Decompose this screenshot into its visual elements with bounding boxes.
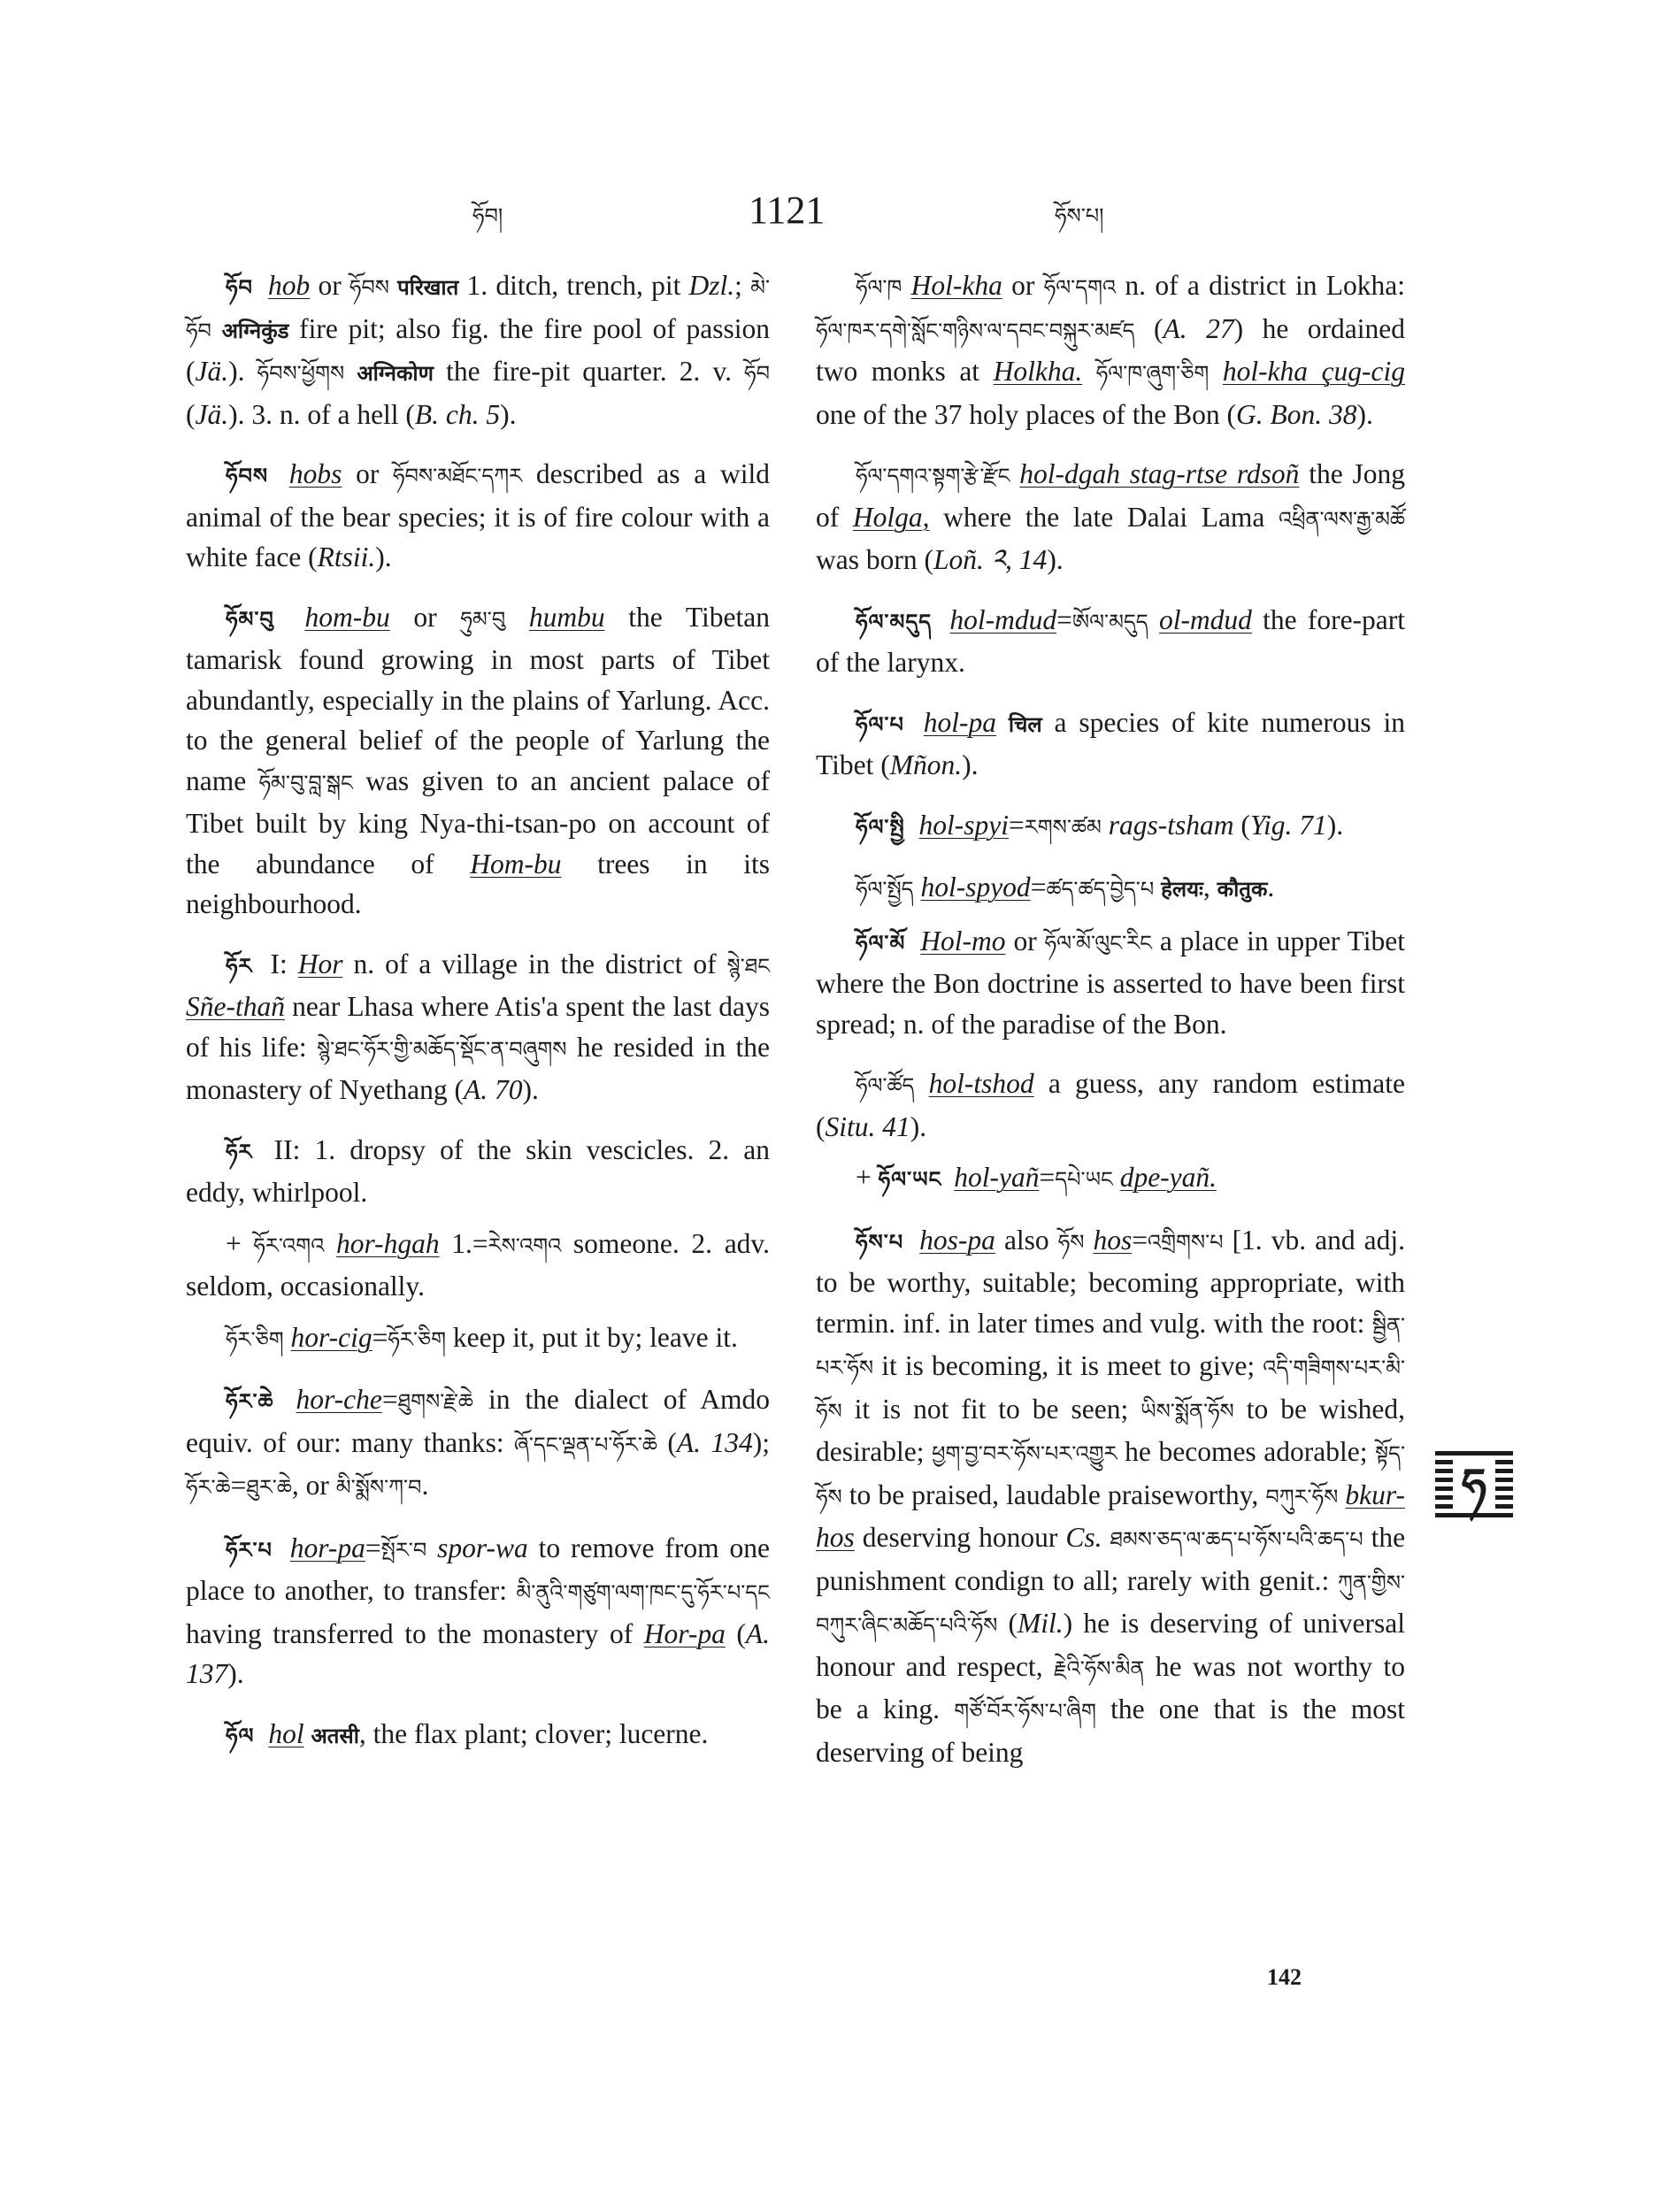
headword: ཧོལ	[226, 1723, 255, 1748]
headword: ཧོར	[226, 1139, 253, 1164]
tibetan-text: གཙོ་བོར་ཧོས་པ་ཞིག	[954, 1699, 1096, 1724]
entry-hor-hgah	[186, 1224, 770, 1307]
definition: =	[1132, 1224, 1148, 1256]
definition: ). 3. n. of a hell (	[228, 398, 415, 430]
transliteration: hor-cig	[290, 1321, 373, 1353]
transliteration: humbu	[528, 601, 605, 633]
entry-hol	[186, 1714, 770, 1757]
tibetan-text: ཕྱག་བྱ་བར་ཧོས་པར་འགྱུར	[932, 1441, 1118, 1466]
sense-number: I:	[270, 948, 288, 979]
definition: , the flax plant; clover; lucerne.	[358, 1717, 709, 1749]
tibetan-text: རེས་འགའ	[488, 1233, 562, 1258]
tibetan-text: ཧོལ་དགའ་སྟག་རྩེ་རྫོང	[856, 464, 1010, 488]
tibetan-text: སྙེ་ཐང	[726, 953, 771, 979]
tibetan-text: སྤོར་བ	[380, 1537, 427, 1563]
definition: one of the 37 holy places of the Bon (	[816, 398, 1237, 430]
transliteration: hor-pa	[289, 1532, 365, 1563]
definition: , or	[291, 1470, 329, 1501]
tibetan-text: སྟོད་ཧོས	[816, 1441, 1406, 1509]
tibetan-text: ཧོལ་ཚོད	[856, 1073, 915, 1098]
connector: or	[1013, 925, 1037, 956]
definition: ) he ordained two monks at	[816, 312, 1405, 387]
definition: =	[1056, 603, 1072, 635]
tibetan-text: ཧོར་ཆེ	[186, 1475, 231, 1500]
transliteration: Hor-pa	[643, 1617, 726, 1649]
definition: ).	[1047, 544, 1064, 575]
transliteration: hol-kha çug-cig	[1222, 356, 1406, 387]
transliteration: hol-mdud	[949, 603, 1057, 635]
tibetan-text: ཧོབ	[744, 361, 771, 386]
definition: =	[1039, 1162, 1056, 1193]
definition: =	[1009, 809, 1025, 841]
citation: Jä.	[195, 398, 229, 430]
transliteration: hol-spyod	[920, 872, 1031, 902]
definition: a species of kite numerous in Tibet (	[816, 706, 1405, 780]
transliteration: Hor	[297, 948, 343, 979]
definition: ).	[375, 541, 392, 572]
headword: ཧོམ་བུ	[226, 606, 274, 632]
left-column	[186, 265, 770, 1776]
tibetan-text: ཧོལ་སྤྱོད	[856, 877, 914, 902]
definition: ).	[910, 1110, 927, 1142]
headword: ཧོར་ཆེ	[226, 1389, 274, 1414]
transliteration: hol-yañ	[954, 1162, 1040, 1193]
headword: ཧོལ་པ	[856, 711, 904, 737]
transliteration: hol-tshod	[928, 1068, 1034, 1099]
transliteration: Hom-bu	[470, 848, 562, 879]
headword: ཧོབས	[226, 464, 269, 488]
transliteration: spor-wa	[437, 1532, 528, 1563]
transliteration: hol	[268, 1717, 304, 1749]
connector: or	[356, 458, 380, 489]
header-left-headword: ཧོབ།	[472, 204, 503, 228]
tibetan-text: སྙེ་ཐང་ཧོར་གྱི་མཆོད་སྡོང་ན་བཞུགས	[317, 1036, 567, 1062]
definition: a place in upper Tibet where the Bon doctrine is asserted to have been first spread; n. of the paradise of the Bon.	[816, 925, 1406, 1040]
entry-hor-che	[186, 1379, 770, 1509]
citation: Rtsii.	[317, 541, 376, 572]
definition: trees in its neighbourhood.	[186, 848, 771, 919]
definition: ).	[1356, 398, 1373, 430]
definition: near Lhasa where Atis'a spent the last days of his life:	[186, 991, 770, 1063]
definition: it is becoming, it is meet to give;	[881, 1350, 1256, 1381]
definition: (	[1008, 1608, 1018, 1639]
definition: (	[667, 1426, 677, 1458]
citation: Jä.	[195, 356, 229, 387]
tibetan-text: ཞོ་དང་ལྡན་པ་ཧོར་ཆེ	[514, 1432, 657, 1457]
definition: he resided in the monastery of Nyethang (	[186, 1031, 770, 1105]
headword: ཧོར	[226, 953, 253, 979]
definition: ) he is deserving of universal honour and respect,	[816, 1608, 1405, 1682]
citation: Situ. 41	[825, 1110, 910, 1142]
headword: ཧོལ་སྤྱི	[856, 814, 905, 840]
definition: (	[1154, 312, 1164, 344]
addition-mark: +	[226, 1227, 242, 1259]
definition: 1. dropsy of the skin vescicles. 2. an eddy, whirlpool.	[186, 1133, 770, 1208]
tibetan-text: མི་ནུའི་གཙུག་ལག་ཁང་དུ་ཧོར་པ་དང	[516, 1580, 770, 1605]
tibetan-text: འདི་གཟིགས་པར་མི་ཧོས	[816, 1356, 1406, 1424]
definition: =	[365, 1532, 381, 1563]
definition: the Jong of	[816, 458, 1406, 533]
signature-number: 142	[1267, 1964, 1302, 1990]
definition: the one that is the most deserving of being	[816, 1694, 1406, 1768]
entry-hom-bu	[186, 597, 770, 925]
running-header	[0, 188, 1659, 246]
entry-hos-pa	[816, 1220, 1405, 1773]
tibetan-text: འཕྲིན་ལས་རྒྱ་མཚོ	[1279, 506, 1406, 532]
entry-hob	[186, 265, 770, 434]
tibetan-text: ཡིས་སྨོན་ཧོས	[1141, 1398, 1234, 1424]
definition: =	[230, 1470, 247, 1501]
transliteration: dpe-yañ.	[1119, 1162, 1217, 1193]
tibetan-text: ཧོར་ཅིག	[388, 1326, 447, 1352]
transliteration: bkur-hos	[816, 1479, 1405, 1553]
transliteration: hol-spyi	[918, 809, 1010, 841]
tibetan-text: ཧོལ་ཁ	[856, 275, 902, 300]
tibetan-text: ཐུགས་རྗེ་ཆེ	[397, 1389, 473, 1414]
definition: ).	[1326, 809, 1344, 841]
tibetan-text: ཧོས	[1057, 1229, 1085, 1255]
sanskrit-text: कौतुक	[1217, 877, 1268, 902]
definition: ).	[227, 1658, 244, 1689]
definition: ).	[228, 356, 245, 387]
tibetan-text: ཧོབས་མཐོང་དཀར	[393, 464, 523, 488]
sanskrit-text: अग्निकोण	[357, 361, 434, 386]
tibetan-text: བཀུར་ཧོས	[1265, 1484, 1339, 1509]
tibetan-text: ཚད་ཚད་བྱེད་པ	[1046, 877, 1155, 902]
definition: =	[372, 1321, 388, 1353]
transliteration: hor-hgah	[335, 1227, 440, 1259]
tibetan-text: ཧོལ་ཁ་ཞུག་ཅིག	[1095, 361, 1210, 386]
definition: he was not worthy to be a king.	[816, 1650, 1406, 1724]
tibetan-text: ཨོལ་མདུད	[1071, 609, 1148, 634]
transliteration: hol-dgah stag-rtse rdsoñ	[1019, 458, 1300, 489]
definition: ).	[522, 1074, 539, 1105]
entry-hor-1	[186, 944, 770, 1110]
definition: =	[1030, 872, 1047, 902]
definition: ).	[500, 398, 517, 430]
definition: also	[1003, 1224, 1049, 1256]
sanskrit-text: अग्निकुंड	[221, 318, 289, 343]
definition: (	[186, 398, 196, 430]
tibetan-text: རྗེའི་ཧོས་མིན	[1053, 1655, 1145, 1681]
citation: A. 27	[1163, 312, 1234, 344]
definition: .	[1267, 872, 1275, 902]
entry-hol-pa	[816, 703, 1405, 786]
transliteration: Sñe-thañ	[186, 991, 285, 1022]
sanskrit-text: चिल	[1008, 711, 1042, 737]
connector: or	[318, 270, 342, 301]
tibetan-text: ཧོར་ཅིག	[226, 1326, 284, 1352]
entry-hobs	[186, 454, 770, 578]
citation: A. 137	[186, 1617, 771, 1689]
sanskrit-text: हेलयः	[1161, 877, 1203, 902]
definition: ).	[962, 749, 979, 780]
headword: ཧོལ་ཡང	[878, 1167, 942, 1192]
entry-hol-yan	[816, 1157, 1405, 1201]
citation: Mil.	[1018, 1608, 1064, 1639]
definition: the fire-pit quarter. 2. v.	[446, 356, 733, 387]
sanskrit-text: अतसी	[311, 1723, 359, 1748]
tibetan-text: ཧུམ་བུ	[460, 606, 506, 632]
definition: n. of a district in Lokha:	[1125, 270, 1406, 301]
entry-hor-cig	[186, 1317, 770, 1361]
definition: the Tibetan tamarisk found growing in most parts of Tibet abundantly, especially in the plains of Yarlung. Acc. to the general belief of the people of Yarlung the name	[186, 601, 771, 796]
definition: where the late Dalai Lama	[943, 501, 1265, 533]
definition: a guess, any random estimate (	[816, 1068, 1406, 1142]
citation: A. 134	[676, 1426, 753, 1458]
tibetan-text: དཔེ་ཡང	[1055, 1167, 1113, 1192]
tibetan-text: རགས་ཚམ	[1024, 814, 1102, 840]
sanskrit-text: परिखात	[397, 275, 459, 300]
entry-hor-pa	[186, 1528, 770, 1694]
thumb-index-marker	[1435, 1451, 1513, 1518]
transliteration: ol-mdud	[1158, 603, 1252, 635]
transliteration: rags-tsham	[1108, 809, 1234, 841]
sense-number: II:	[273, 1133, 301, 1165]
entry-hol-kha	[816, 265, 1405, 434]
tibetan-text: ཀུན་གྱིས་བཀུར་ཞིང་མཆོད་པའི་ཧོས	[816, 1570, 1406, 1638]
entry-hol-dgah	[816, 454, 1405, 580]
definition: to be praised, laudable praiseworthy,	[849, 1479, 1259, 1510]
definition: fire pit; also fig. the fire pool of passion (	[186, 312, 771, 387]
tibetan-text: ཐམས་ཅད་ལ་ཆད་པ་ཧོས་པའི་ཆད་པ	[1110, 1527, 1363, 1552]
entry-hol-tshod	[816, 1064, 1405, 1147]
tibetan-text: ཧོལ་ཁར་དགེ་སློང་གཉིས་ལ་དབང་བསྐུར་མཛད	[816, 318, 1135, 343]
citation: Mñon.	[889, 749, 963, 780]
tibetan-text: སྦྱིན་པར་ཧོས	[816, 1312, 1405, 1380]
transliteration: hobs	[288, 458, 342, 489]
citation: Cs.	[1065, 1522, 1102, 1553]
transliteration: hol-pa	[923, 706, 996, 738]
definition: n. of a village in the district of	[353, 948, 717, 979]
citation: Dzl.	[688, 270, 735, 301]
tibetan-text: ཧོར་འགའ	[253, 1233, 325, 1258]
definition: (	[1240, 809, 1250, 841]
headword: ཧོར་པ	[226, 1537, 273, 1563]
definition: described as a wild animal of the bear species; it is of fire colour with a white face (	[186, 458, 770, 572]
transliteration: hom-bu	[304, 601, 390, 633]
headword: ཧོས་པ	[856, 1229, 904, 1255]
header-page-number: 1121	[749, 188, 826, 232]
transliteration: Holga,	[852, 501, 930, 533]
transliteration: Hol-kha	[910, 270, 1002, 301]
entry-hol-spyod	[816, 867, 1405, 910]
header-right-headword: ཧོས་པ།	[1055, 204, 1104, 228]
definition: was given to an ancient palace of Tibet built by king Nya-thi-tsan-po on account of the abundance of	[186, 764, 771, 879]
tibetan-text: ཐུར་ཆེ	[246, 1475, 292, 1500]
definition: 1.=	[451, 1227, 488, 1259]
tibetan-text: མི་སྨོས་ཀ་བ	[335, 1475, 422, 1500]
entry-hol-mdud	[816, 600, 1405, 683]
definition: he becomes adorable;	[1125, 1436, 1368, 1467]
definition: someone. 2. adv. seldom, occasionally.	[186, 1227, 771, 1302]
entry-hor-2	[186, 1130, 770, 1213]
transliteration: hor-che	[296, 1384, 382, 1415]
transliteration: hob	[268, 270, 311, 301]
definition: to be wished, desirable;	[816, 1393, 1406, 1467]
tibetan-text: མེ་ཧོབ	[186, 275, 770, 343]
connector: or	[413, 601, 437, 633]
tibetan-text: ཧོབས་ཕྱོགས	[257, 361, 345, 386]
definition: the punishment condign to all; rarely with genit.:	[816, 1522, 1406, 1596]
definition: was born (	[816, 544, 933, 575]
definition: keep it, put it by; leave it.	[452, 1321, 738, 1353]
separator: ;	[734, 270, 742, 301]
entry-hol-spyi	[816, 805, 1405, 849]
tibetan-text: ཧོལ་མོ་ལུང་རིང	[1044, 930, 1152, 956]
citation: G. Bon. 38	[1236, 398, 1357, 430]
definition: =	[381, 1384, 398, 1415]
thumb-index-letter: ཧ	[1453, 1456, 1495, 1513]
definition: to remove from one place to another, to transfer:	[186, 1532, 770, 1606]
definition: ,	[1202, 872, 1210, 902]
transliteration: Holkha.	[993, 356, 1083, 387]
definition: (	[736, 1617, 746, 1649]
definition: in the dialect of Amdo equiv. of our: many thanks:	[186, 1384, 771, 1458]
citation: Loñ. ༢, 14	[933, 544, 1048, 575]
citation: Yig. 71	[1249, 809, 1327, 841]
tibetan-text: ཧོབས	[349, 275, 389, 300]
headword: ཧོལ་མདུད	[856, 609, 933, 634]
definition: it is not fit to be seen;	[854, 1393, 1129, 1425]
citation: A. 70	[464, 1074, 523, 1105]
entry-hol-mo	[816, 921, 1405, 1045]
definition: .	[421, 1470, 429, 1501]
definition: 1. ditch, trench, pit	[466, 270, 681, 301]
citation: B. ch. 5	[414, 398, 501, 430]
transliteration: hos-pa	[919, 1224, 995, 1256]
right-column	[816, 265, 1405, 1792]
headword: ཧོལ་མོ	[856, 930, 906, 956]
definition: the fore-part of the larynx.	[816, 603, 1406, 678]
tibetan-text: ཧོམ་བུ་བླ་སྒང	[258, 770, 353, 795]
transliteration: Hol-mo	[920, 925, 1006, 956]
connector: or	[1011, 270, 1035, 301]
addition-mark: +	[856, 1162, 872, 1193]
definition: deserving honour	[862, 1522, 1058, 1553]
headword: ཧོབ	[226, 275, 253, 300]
definition: );	[752, 1426, 770, 1458]
tibetan-text: འགྲིགས་པ	[1147, 1229, 1224, 1255]
definition: [1. vb. and adj. to be worthy, suitable; becoming appropriate, with termin. inf. in later times and vulg. with the root:	[816, 1224, 1405, 1339]
transliteration: hos	[1093, 1224, 1133, 1256]
definition: having transferred to the monastery of	[186, 1617, 634, 1649]
tibetan-text: ཧོལ་དགའ	[1043, 275, 1117, 300]
